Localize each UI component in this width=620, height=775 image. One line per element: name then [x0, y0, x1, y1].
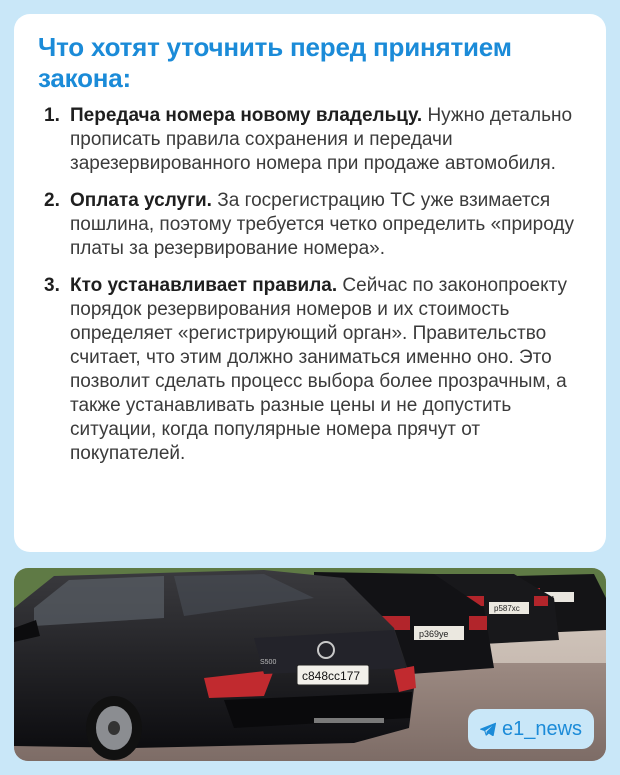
item-lead: Кто устанавливает правила. — [70, 275, 338, 296]
plate-text: р369уе — [419, 629, 449, 639]
item-text: Сейчас по законопроекту порядок резервирования номеров и их стоимость определяет «регистрирующий орган». Правительство считает, что этим должно заниматься именно оно. Это позволит сделать процесс выбора более прозрачным, а также устанавливать разные цены и не допустить ситуации, когда популярные номера прячут от покупателей. — [70, 275, 568, 464]
car-main — [14, 570, 416, 760]
item-lead: Оплата услуги. — [70, 190, 212, 211]
list-item — [38, 104, 584, 176]
model-badge: S500 — [260, 659, 277, 666]
list-item — [38, 189, 584, 261]
telegram-icon — [480, 722, 496, 736]
list-item — [38, 274, 584, 466]
brand-badge[interactable] — [468, 709, 594, 749]
item-number: 3. — [44, 275, 60, 296]
plate-text: р587хс — [494, 604, 520, 613]
item-text: За госрегистрацию ТС уже взимается пошлина, поэтому требуется четко определить «природу платы за резервирование номера». — [70, 190, 574, 259]
item-lead: Передача номера новому владельцу. — [70, 105, 423, 126]
brand-handle: e1_news — [501, 717, 583, 740]
card-title: Что хотят уточнить перед принятием закона: — [38, 32, 512, 93]
cars-photo — [14, 568, 606, 761]
points-list — [38, 104, 584, 466]
info-card — [14, 14, 606, 552]
item-number: 2. — [44, 190, 60, 211]
item-number: 1. — [44, 105, 60, 126]
plate-text: с848сс177 — [302, 669, 361, 683]
item-text: Нужно детально прописать правила сохранения и передачи зарезервированного номера при продаже автомобиля. — [70, 105, 573, 174]
